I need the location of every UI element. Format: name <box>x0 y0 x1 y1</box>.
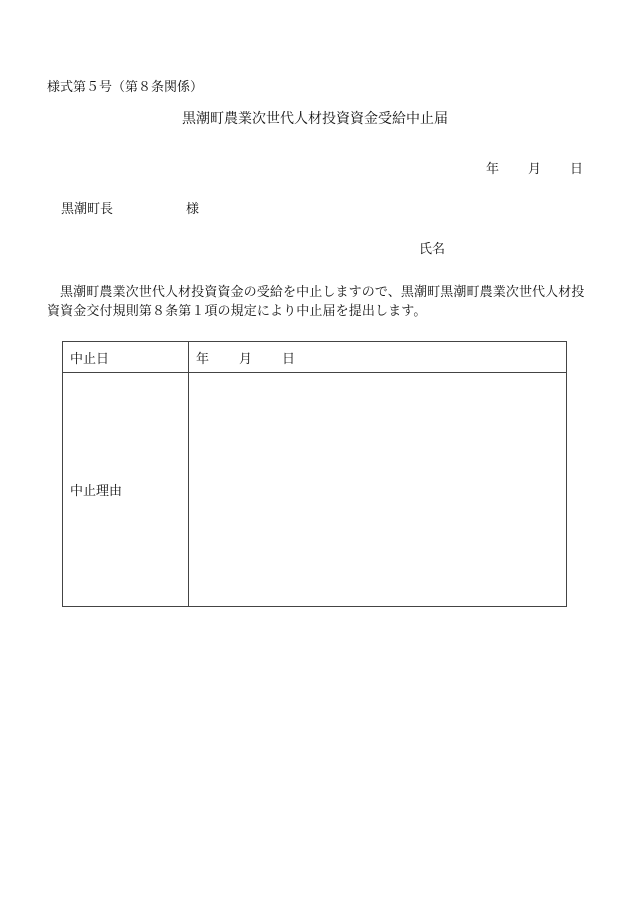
stop-date-day-label: 日 <box>282 351 296 367</box>
date-line <box>486 163 583 176</box>
addressee-honorific: 様 <box>186 202 200 217</box>
stop-notice-table <box>62 341 567 607</box>
stop-date-field[interactable] <box>189 342 567 373</box>
date-month-label: 月 <box>528 162 542 177</box>
date-day-label: 日 <box>570 162 584 177</box>
applicant-name-label: 氏名 <box>419 242 446 257</box>
document-title: 黒潮町農業次世代人材投資資金受給中止届 <box>182 111 448 127</box>
stop-reason-field[interactable] <box>189 373 567 607</box>
addressee-name: 黒潮町長 <box>61 202 114 217</box>
date-year-label: 年 <box>486 162 500 177</box>
table-row-reason <box>63 373 567 607</box>
stop-reason-label: 中止理由 <box>63 373 189 607</box>
form-number: 様式第５号（第８条関係） <box>47 80 204 95</box>
stop-date-label: 中止日 <box>63 342 189 373</box>
body-text: 黒潮町農業次世代人材投資資金の受給を中止しますので、黒潮町黒潮町農業次世代人材投資資金交付規則第８条第１項の規定により中止届を提出します。 <box>47 285 585 319</box>
table-row-stop-date <box>63 342 567 373</box>
stop-date-year-label: 年 <box>196 351 210 367</box>
stop-date-month-label: 月 <box>239 351 253 367</box>
